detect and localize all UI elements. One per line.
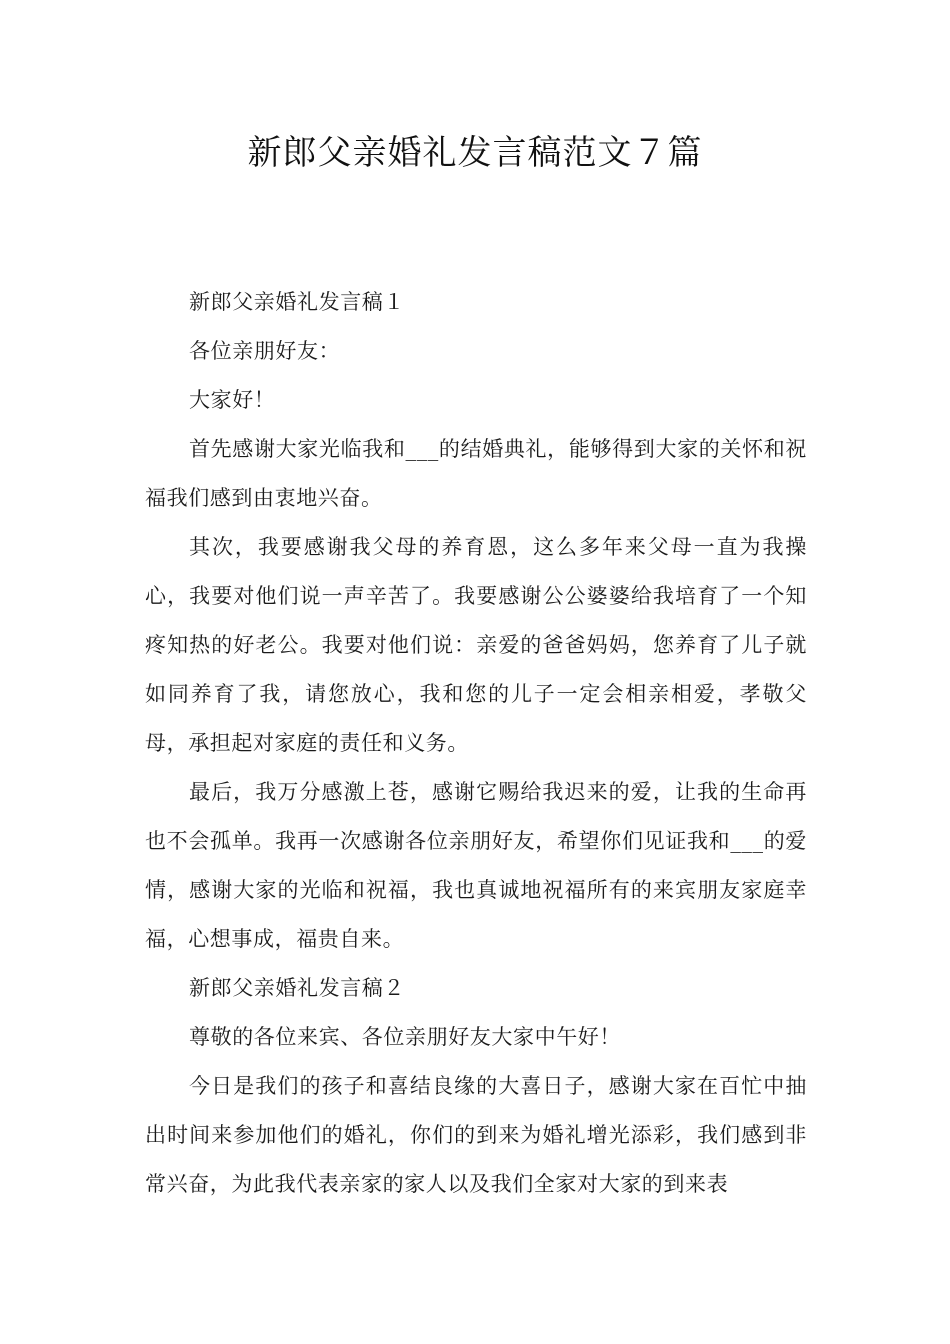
paragraph: 其次，我要感谢我父母的养育恩，这么多年来父母一直为我操心，我要对他们说一声辛苦了。我要感谢公公婆婆给我培育了一个知疼知热的好老公。我要对他们说：亲爱的爸爸妈妈，您养育了儿子就如同养育了我，请您放心，我和您的儿子一定会相亲相爱，孝敬父母，承担起对家庭的责任和义务。 bbox=[145, 535, 807, 755]
section-heading-2: 新郎父亲婚礼发言稿２ bbox=[189, 976, 405, 1000]
document-title: 新郎父亲婚礼发言稿范文７篇 bbox=[247, 133, 703, 173]
paragraph: 今日是我们的孩子和喜结良缘的大喜日子，感谢大家在百忙中抽出时间来参加他们的婚礼，你们的到来为婚礼增光添彩，我们感到非常兴奋，为此我代表亲家的家人以及我们全家对大家的到来表 bbox=[145, 1074, 807, 1196]
paragraph: 首先感谢大家光临我和___的结婚典礼，能够得到大家的关怀和祝福我们感到由衷地兴奋。 bbox=[145, 437, 807, 510]
section-heading-1: 新郎父亲婚礼发言稿１ bbox=[189, 290, 405, 314]
salutation: 大家好！ bbox=[189, 388, 276, 412]
paragraph: 最后，我万分感激上苍，感谢它赐给我迟来的爱，让我的生命再也不会孤单。我再一次感谢各位亲朋好友，希望你们见证我和___的爱情，感谢大家的光临和祝福，我也真诚地祝福所有的来宾朋友家庭幸福，心想事成，福贵自来。 bbox=[145, 780, 807, 951]
document-body bbox=[145, 278, 807, 1209]
greeting: 各位亲朋好友： bbox=[189, 339, 341, 363]
greeting: 尊敬的各位来宾、各位亲朋好友大家中午好！ bbox=[189, 1025, 621, 1049]
